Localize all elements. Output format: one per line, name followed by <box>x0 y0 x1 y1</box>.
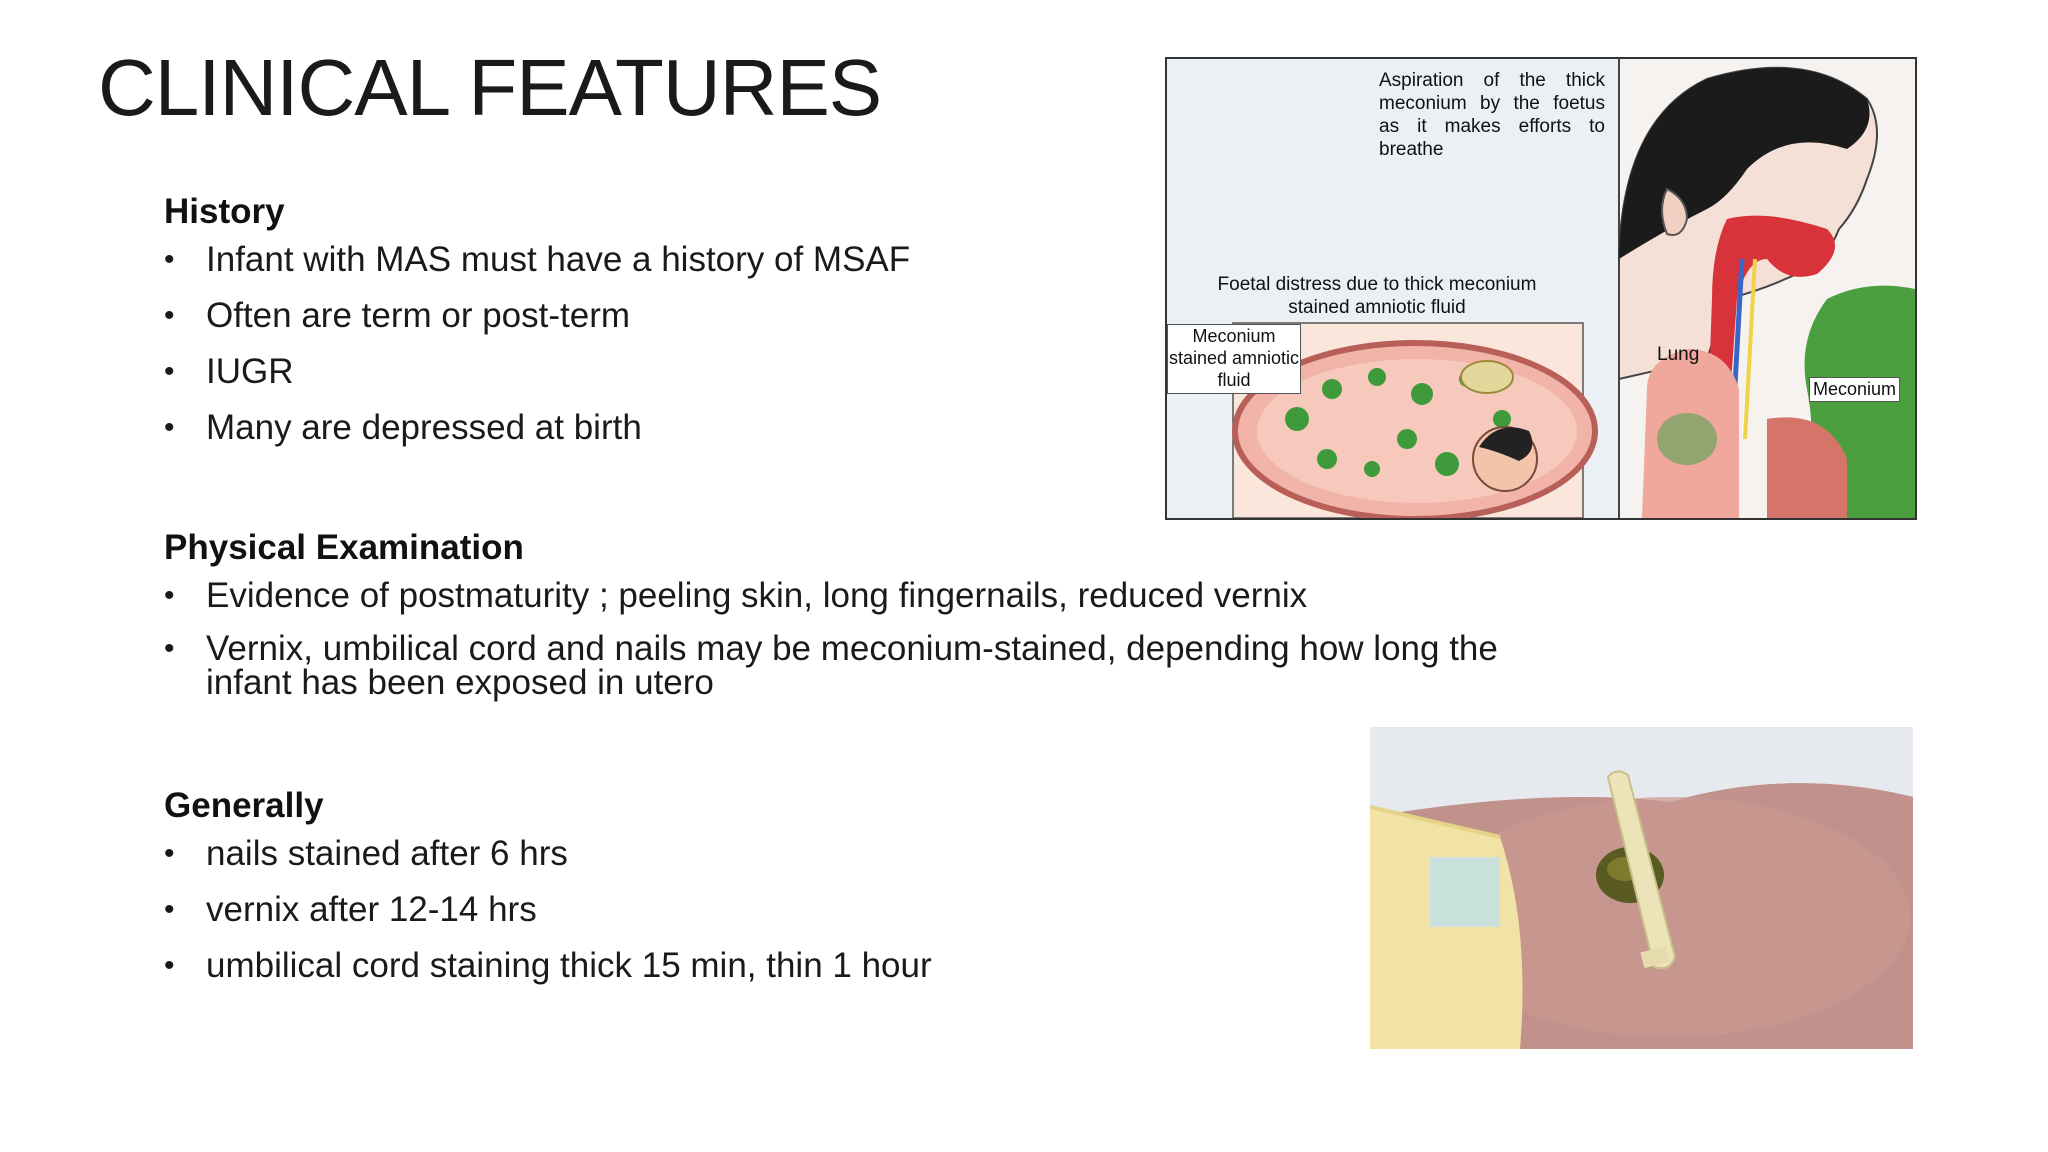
list-item <box>164 946 1504 986</box>
meconium-aspiration-diagram <box>1165 57 1917 520</box>
msaf-label: Meconium stained amniotic fluid <box>1167 324 1301 394</box>
list-item-text: Vernix, umbilical cord and nails may be meconium-stained, depending how long the infant has been exposed in utero <box>206 629 1498 702</box>
slide-title: CLINICAL FEATURES <box>98 43 882 132</box>
section-heading: Generally <box>164 786 324 825</box>
bullet-icon: • <box>164 632 175 665</box>
list-item-text: IUGR <box>206 352 294 391</box>
section-physical-examination <box>164 528 1504 716</box>
section-generally <box>164 786 1504 1002</box>
list-item-text: nails stained after 6 hrs <box>206 834 568 873</box>
umbilical-cord-photo <box>1370 727 1913 1049</box>
list-item <box>164 834 1504 874</box>
bullet-icon: • <box>164 243 175 276</box>
list-item <box>164 629 1504 702</box>
list-item-text: vernix after 12-14 hrs <box>206 890 537 929</box>
aspiration-caption: Aspiration of the thick meconium by the foetus as it makes efforts to breathe <box>1379 70 1605 160</box>
bullet-icon: • <box>164 837 175 870</box>
bullet-list <box>164 576 1504 700</box>
foetal-distress-caption: Foetal distress due to thick meconium stained amniotic fluid <box>1217 274 1537 318</box>
bullet-icon: • <box>164 411 175 444</box>
list-item-text: Evidence of postmaturity ; peeling skin, long fingernails, reduced vernix <box>206 576 1308 615</box>
list-item-text: Infant with MAS must have a history of MSAF <box>206 240 911 279</box>
section-heading: Physical Examination <box>164 528 524 567</box>
bullet-icon: • <box>164 355 175 388</box>
list-item <box>164 890 1504 930</box>
bullet-icon: • <box>164 893 175 926</box>
list-item-text: umbilical cord staining thick 15 min, thin 1 hour <box>206 946 932 985</box>
umbilical-cord-illustration <box>1370 727 1913 1049</box>
lung-label: Lung <box>1657 344 1700 365</box>
list-item <box>164 576 1504 616</box>
bullet-list <box>164 834 1504 986</box>
bullet-icon: • <box>164 949 175 982</box>
section-heading: History <box>164 192 285 231</box>
bullet-icon: • <box>164 579 175 612</box>
list-item-text: Often are term or post-term <box>206 296 631 335</box>
list-item-text: Many are depressed at birth <box>206 408 642 447</box>
meconium-label: Meconium <box>1809 377 1900 402</box>
bullet-icon: • <box>164 299 175 332</box>
